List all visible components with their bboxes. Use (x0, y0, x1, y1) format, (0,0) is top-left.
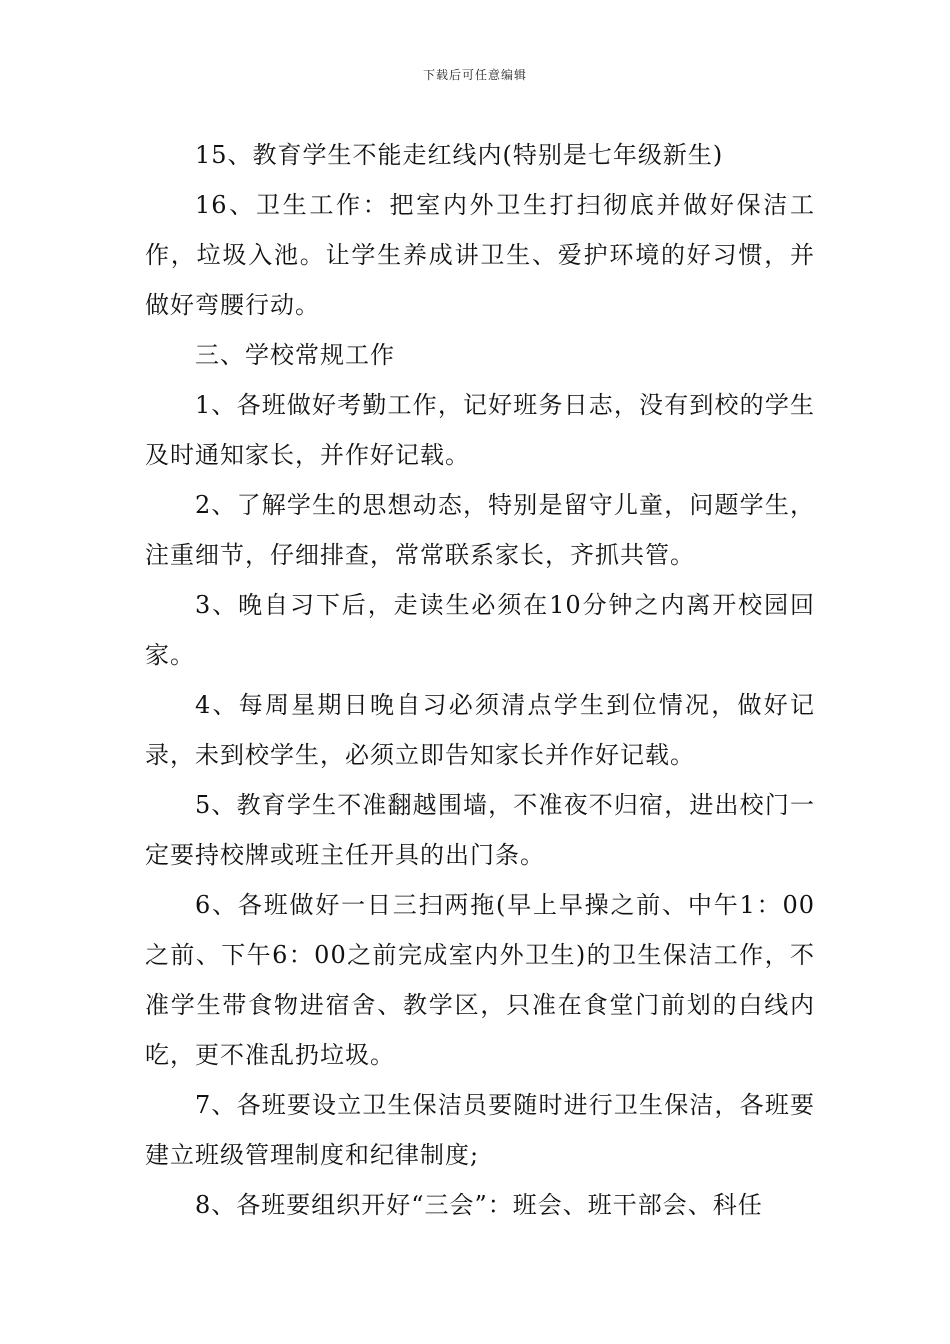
paragraph-item-4: 4、每周星期日晚自习必须清点学生到位情况，做好记录，未到校学生，必须立即告知家长并作好记载。 (145, 691, 815, 769)
section-heading-school-routine: 三、学校常规工作 (195, 341, 395, 369)
document-body (145, 130, 815, 1230)
paragraph-item-15: 15、教育学生不能走红线内(特别是七年级新生) (195, 141, 724, 169)
paragraph-item-7: 7、各班要设立卫生保洁员要随时进行卫生保洁，各班要建立班级管理制度和纪律制度; (145, 1091, 815, 1169)
page-header-note: 下载后可任意编辑 (422, 68, 527, 82)
paragraph-item-1: 1、各班做好考勤工作，记好班务日志，没有到校的学生及时通知家长，并作好记载。 (145, 391, 815, 469)
paragraph-item-6: 6、各班做好一日三扫两拖(早上早操之前、中午1：00之前、下午6：00之前完成室内外卫生)的卫生保洁工作，不准学生带食物进宿舍、教学区，只准在食堂门前划的白线内吃，更不准乱扔垃圾。 (145, 891, 815, 1069)
paragraph-item-8: 8、各班要组织开好“三会”：班会、班干部会、科任 (195, 1191, 763, 1219)
paragraph-item-16: 16、卫生工作：把室内外卫生打扫彻底并做好保洁工作，垃圾入池。让学生养成讲卫生、爱护环境的好习惯，并做好弯腰行动。 (145, 191, 815, 319)
paragraph-item-2: 2、了解学生的思想动态，特别是留守儿童，问题学生，注重细节，仔细排查，常常联系家长，齐抓共管。 (145, 491, 815, 569)
paragraph-item-3: 3、晚自习下后，走读生必须在10分钟之内离开校园回家。 (145, 591, 815, 669)
paragraph-item-5: 5、教育学生不准翻越围墙，不准夜不归宿，进出校门一定要持校牌或班主任开具的出门条。 (145, 791, 815, 869)
